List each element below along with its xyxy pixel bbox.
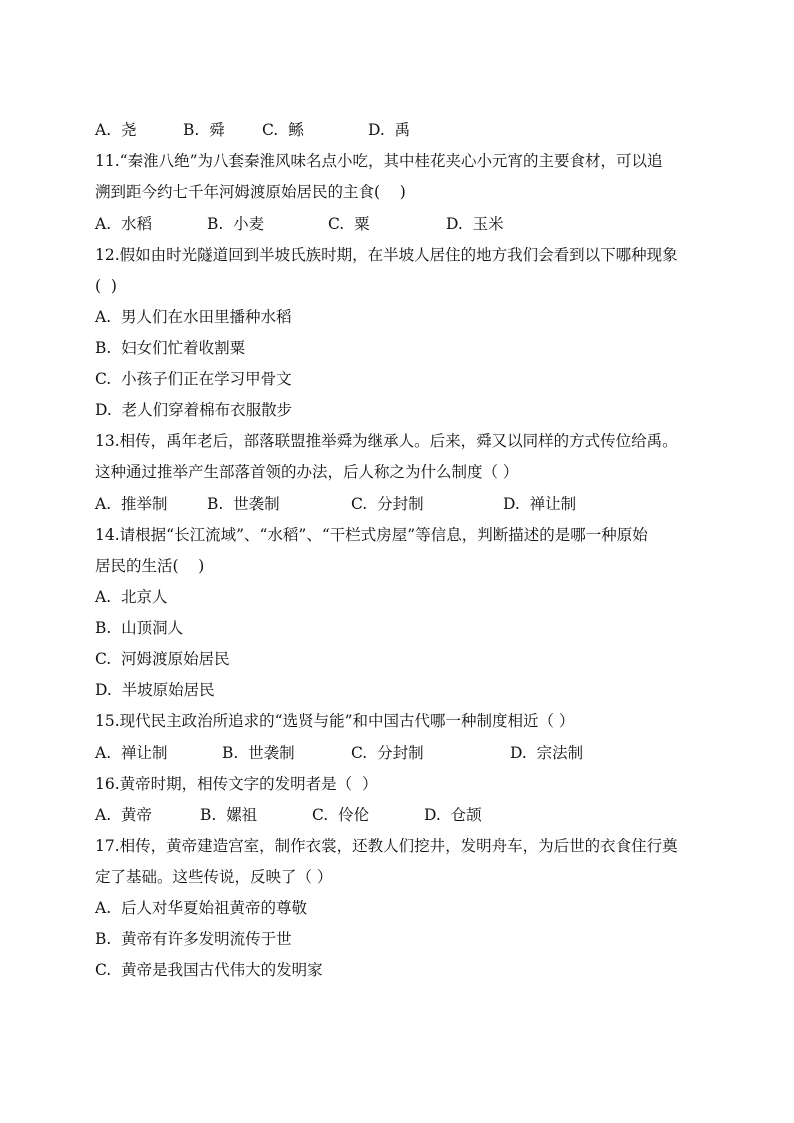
q17-option-a: A. 后人对华夏始祖黄帝的尊敬 — [95, 899, 307, 917]
q15-option-c: C. 分封制 — [351, 744, 424, 762]
q12-stem-line2: ( ) — [95, 277, 117, 295]
q11-stem-line1: 11.“秦淮八绝”为八套秦淮风味名点小吃，其中桂花夹心小元宵的主要食材，可以追 — [95, 152, 663, 170]
q11-option-d: D. 玉米 — [446, 215, 504, 233]
q13-option-b: B. 世袭制 — [207, 495, 280, 513]
q11-option-b: B. 小麦 — [207, 215, 265, 233]
q16-option-b: B. 嫘祖 — [200, 806, 258, 824]
q10-option-a: A. 尧 — [95, 121, 137, 139]
q10-option-d: D. 禹 — [368, 121, 411, 139]
q14-stem-line1: 14.请根据“长江流域”、“水稻”、“干栏式房屋”等信息，判断描述的是哪一种原始 — [95, 526, 648, 544]
q15-option-d: D. 宗法制 — [510, 744, 584, 762]
q10-option-c: C. 鲧 — [262, 121, 304, 139]
q14-stem-line2: 居民的生活( ) — [95, 557, 205, 575]
q13-option-c: C. 分封制 — [351, 495, 424, 513]
q11-option-c: C. 粟 — [328, 215, 370, 233]
q12-stem-line1: 12.假如由时光隧道回到半坡氏族时期，在半坡人居住的地方我们会看到以下哪种现象 — [95, 246, 678, 264]
q17-stem-line2: 定了基础。这些传说，反映了（ ） — [95, 868, 333, 886]
q13-option-a: A. 推举制 — [95, 495, 168, 513]
q16-option-c: C. 伶伦 — [312, 806, 370, 824]
q13-option-d: D. 禅让制 — [503, 495, 577, 513]
q14-option-b: B. 山顶洞人 — [95, 619, 184, 637]
q14-option-c: C. 河姆渡原始居民 — [95, 650, 230, 668]
q10-option-b: B. 舜 — [183, 121, 225, 139]
q11-stem-line2: 溯到距今约七千年河姆渡原始居民的主食( ) — [95, 183, 406, 201]
q14-option-d: D. 半坡原始居民 — [95, 681, 215, 699]
q15-stem-line1: 15.现代民主政治所追求的“选贤与能”和中国古代哪一种制度相近（ ） — [95, 712, 575, 730]
q11-option-a: A. 水稻 — [95, 215, 152, 233]
q14-option-a: A. 北京人 — [95, 588, 168, 606]
q12-option-b: B. 妇女们忙着收割粟 — [95, 339, 246, 357]
q16-stem-line1: 16.黄帝时期，相传文字的发明者是（ ） — [95, 775, 378, 793]
q13-stem-line2: 这种通过推举产生部落首领的办法，后人称之为什么制度（ ） — [95, 463, 519, 481]
q17-option-b: B. 黄帝有许多发明流传于世 — [95, 930, 292, 948]
q12-option-d: D. 老人们穿着棉布衣服散步 — [95, 401, 293, 419]
q12-option-c: C. 小孩子们正在学习甲骨文 — [95, 370, 292, 388]
q17-stem-line1: 17.相传，黄帝建造宫室，制作衣裳，还教人们挖井，发明舟车，为后世的衣食住行奠 — [95, 837, 678, 855]
q16-option-a: A. 黄帝 — [95, 806, 152, 824]
q15-option-a: A. 禅让制 — [95, 744, 168, 762]
q12-option-a: A. 男人们在水田里播种水稻 — [95, 308, 292, 326]
q15-option-b: B. 世袭制 — [222, 744, 295, 762]
q17-option-c: C. 黄帝是我国古代伟大的发明家 — [95, 961, 323, 979]
q13-stem-line1: 13.相传，禹年老后，部落联盟推举舜为继承人。后来，舜又以同样的方式传位给禹。 — [95, 432, 678, 450]
q16-option-d: D. 仓颉 — [424, 806, 482, 824]
